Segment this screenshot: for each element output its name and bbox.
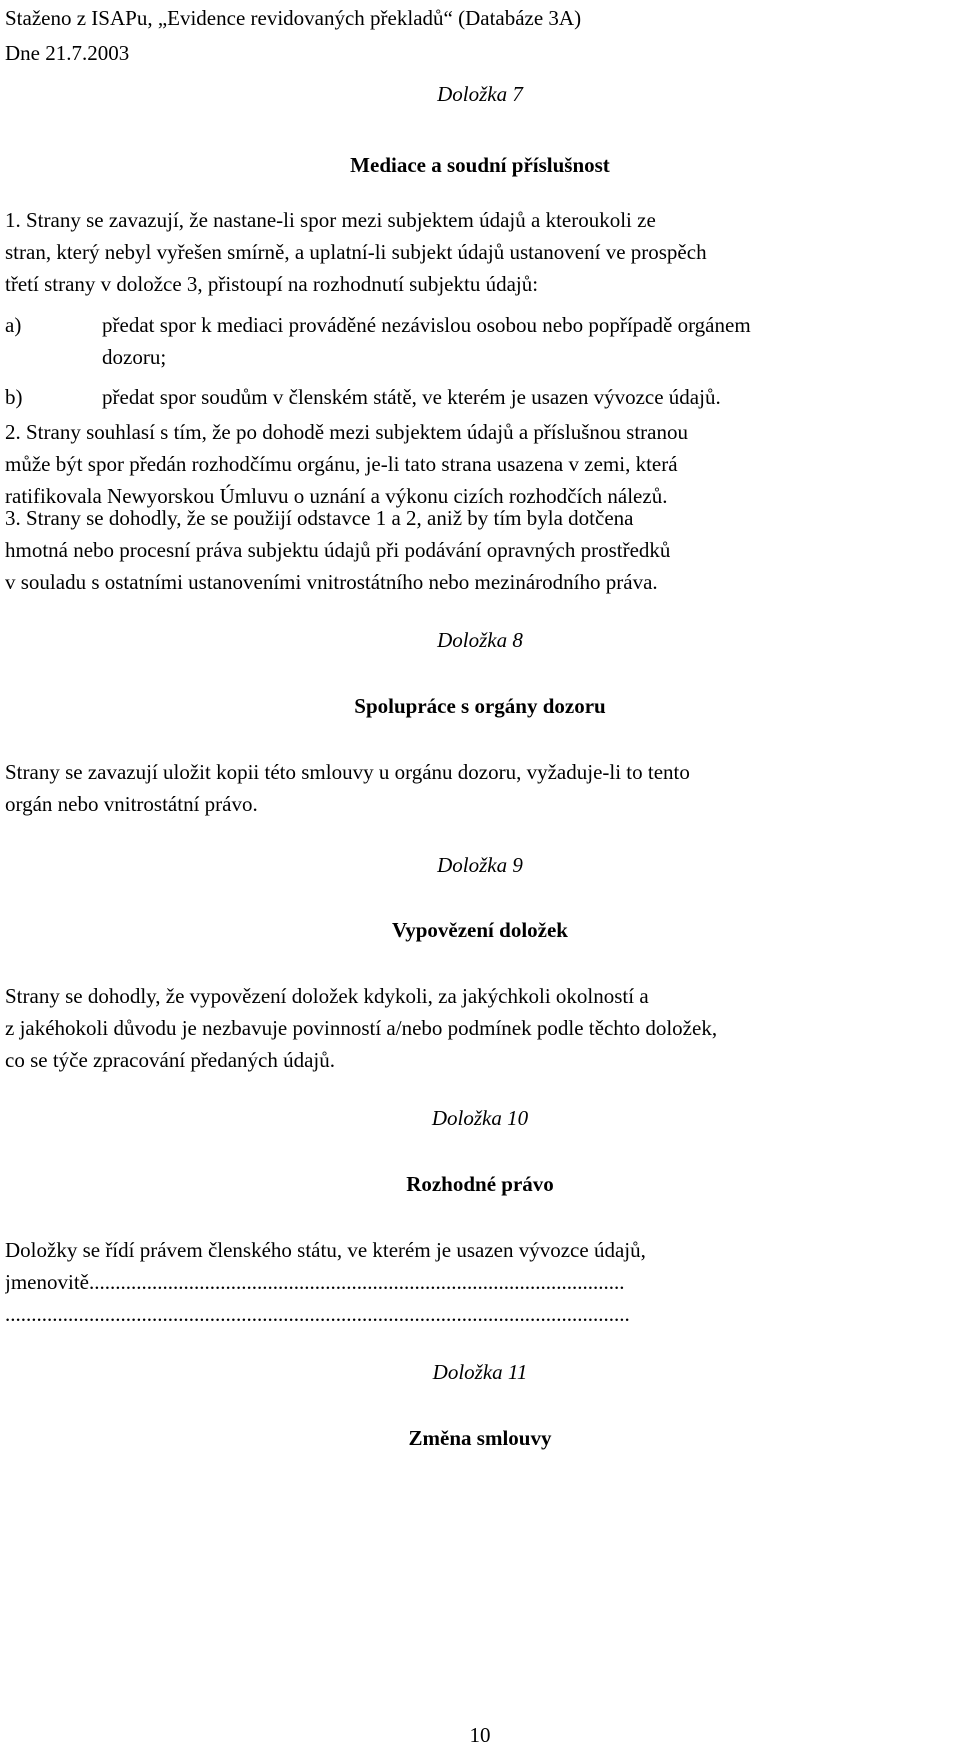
item-a-text: [102, 309, 952, 373]
clause-7-title: Mediace a soudní příslušnost: [350, 153, 610, 177]
clause-10-paragraph: [5, 1234, 955, 1330]
clause-7-paragraph-2: [5, 416, 955, 512]
paragraph-line: Strany se zavazují uložit kopii této smlouvy u orgánu dozoru, vyžaduje-li to tento: [5, 760, 690, 784]
clause-11-title: Změna smlouvy: [408, 1426, 552, 1450]
paragraph-line: stran, který nebyl vyřešen smírně, a uplatní-li subjekt údajů ustanovení ve prospěch: [5, 240, 707, 264]
item-b-label: b): [5, 385, 23, 409]
clause-9-paragraph: [5, 980, 955, 1076]
clause-7-paragraph-1: [5, 204, 955, 300]
source-line: Staženo z ISAPu, „Evidence revidovaných překladů“ (Databáze 3A): [5, 6, 582, 30]
paragraph-line: ratifikovala Newyorskou Úmluvu o uznání a výkonu cizích rozhodčích nálezů.: [5, 484, 668, 508]
clause-8-heading: Doložka 8: [437, 628, 523, 652]
clause-9-title: Vypovězení doložek: [392, 918, 568, 942]
clause-7-heading: Doložka 7: [437, 82, 523, 106]
clause-8-title: Spolupráce s orgány dozoru: [354, 694, 606, 718]
paragraph-line: .......................................................................................................................: [5, 1302, 630, 1326]
paragraph-line: 2. Strany souhlasí s tím, že po dohodě mezi subjektem údajů a příslušnou stranou: [5, 420, 688, 444]
paragraph-line: z jakéhokoli důvodu je nezbavuje povinností a/nebo podmínek podle těchto doložek,: [5, 1016, 718, 1040]
paragraph-line: orgán nebo vnitrostátní právo.: [5, 792, 258, 816]
clause-11-heading: Doložka 11: [432, 1360, 528, 1384]
paragraph-line: 1. Strany se zavazují, že nastane-li spor mezi subjektem údajů a kteroukoli ze: [5, 208, 656, 232]
clause-10-title: Rozhodné právo: [406, 1172, 554, 1196]
paragraph-line: 3. Strany se dohodly, že se použijí odstavce 1 a 2, aniž by tím byla dotčena: [5, 506, 634, 530]
clause-10-heading: Doložka 10: [431, 1106, 529, 1130]
item-a-label: a): [5, 313, 22, 337]
clause-8-paragraph: [5, 756, 955, 820]
paragraph-line: hmotná nebo procesní práva subjektu údajů při podávání opravných prostředků: [5, 538, 671, 562]
paragraph-line: v souladu s ostatními ustanoveními vnitrostátního nebo mezinárodního práva.: [5, 570, 658, 594]
date-line: Dne 21.7.2003: [5, 41, 130, 65]
paragraph-line: jmenovitě......................................................................................................: [5, 1270, 625, 1294]
paragraph-line: Strany se dohodly, že vypovězení doložek kdykoli, za jakýchkoli okolností a: [5, 984, 649, 1008]
item-b-text: předat spor soudům v členském státě, ve kterém je usazen vývozce údajů.: [102, 385, 721, 409]
paragraph-line: co se týče zpracování předaných údajů.: [5, 1048, 336, 1072]
paragraph-line: třetí strany v doložce 3, přistoupí na rozhodnutí subjektu údajů:: [5, 272, 539, 296]
clause-7-paragraph-3: [5, 502, 955, 598]
page-number: 10: [469, 1723, 491, 1747]
clause-9-heading: Doložka 9: [437, 853, 523, 877]
paragraph-line: může být spor předán rozhodčímu orgánu, je-li tato strana usazena v zemi, která: [5, 452, 678, 476]
item-line: dozoru;: [102, 345, 167, 369]
item-line: předat spor k mediaci prováděné nezávislou osobou nebo popřípadě orgánem: [102, 313, 751, 337]
paragraph-line: Doložky se řídí právem členského státu, ve kterém je usazen vývozce údajů,: [5, 1238, 646, 1262]
